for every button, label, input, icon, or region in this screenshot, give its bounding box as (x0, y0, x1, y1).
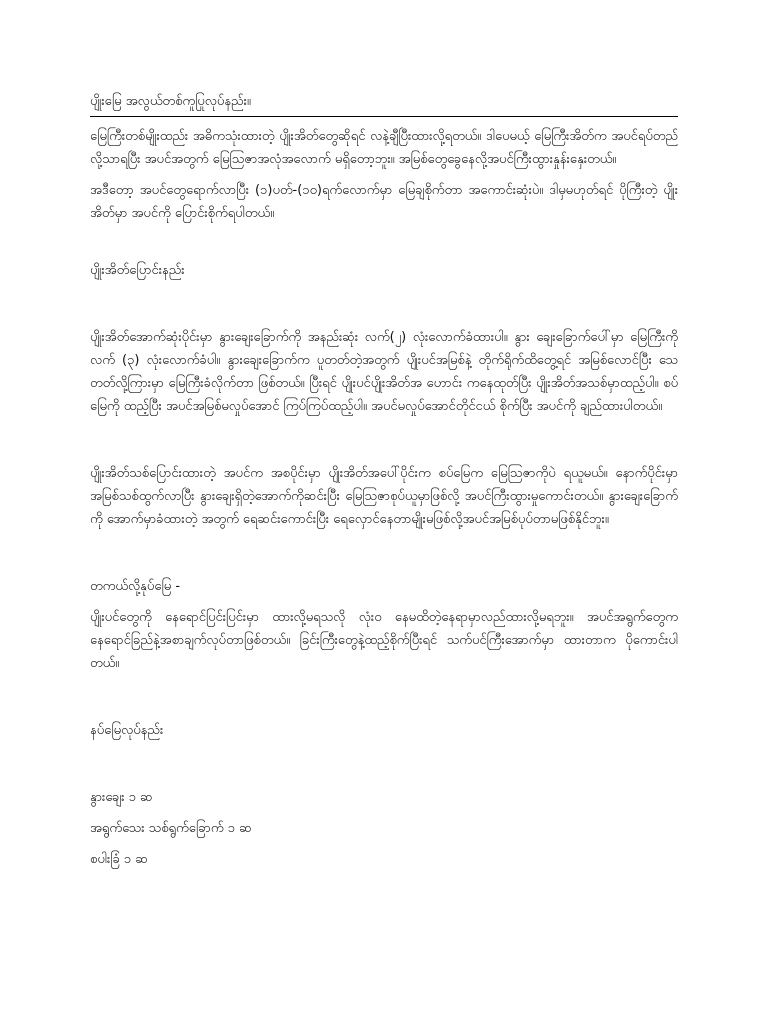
section-heading-transplant: ပျိုးအိတ်ပြောင်းနည်း (90, 263, 185, 278)
spacer (90, 225, 678, 259)
spacer (90, 742, 678, 786)
spacer (90, 840, 678, 848)
spacer (90, 809, 678, 817)
title-underline (90, 116, 678, 117)
document-title: ပျိုးမြေ အလွယ်တစ်ကူပြုလုပ်နည်း။ (90, 94, 251, 109)
ingredient-item: အရွက်သေး သစ်ရွက်ခြောက် ၁ ဆ (90, 821, 252, 836)
document-page (90, 92, 678, 871)
transplant-paragraph-2: ပျိုးအိတ်သစ်ပြောင်းထားတဲ့ အပင်က အစပိုင်းမှာ ပျိုးအိတ်အပေါ်ပိုင်းက စပ်မြေက မြေဩဇာကိုပဲ ရယူမယ်။ နောက်ပိုင်းမှာ အမြစ်သစ်ထွက်လာပြီး နွားချေးရှိတဲ့အောက်ကိုဆင်းပြီး မြေဩဇာစုပ်ယူမှာဖြစ်လို့ အပင်ကြီးထွားမှုကောင်းတယ်။ နွားချေးခြောက်ကို အောက်မှာခံထားတဲ့ အတွက် ရေဆင်းကောင်းပြီး ရေလှောင်နေတာမျိုးမဖြစ်လို့အပင်အမြစ်ပုပ်တာမဖြစ်နိုင်ဘူး။ (90, 466, 678, 527)
intro-paragraph-2: အဒီတော့ အပင်တွေရောက်လာပြီး (၁)ပတ်-(၁၀)ရက်လောက်မှာ မြေချစိုက်တာ အကောင်းဆုံးပဲ။ ဒါမှမဟုတ်ရင် ပိုကြီးတဲ့ ပျိုးအိတ်မှာ အပင်ကို ပြောင်းစိုက်ရပါတယ်။ (90, 183, 678, 221)
spacer (90, 531, 678, 575)
ingredient-item: စပါးခြံ ၁ ဆ (90, 852, 148, 867)
ingredient-item: နွားချေး ၁ ဆ (90, 790, 153, 805)
section-heading-soil-mix: နပ်မြေလုပ်နည်း (90, 723, 164, 738)
spacer (90, 675, 678, 719)
spacer (90, 282, 678, 326)
section-heading-sunlight: တကယ်လို့နုပ်မြေ - (90, 579, 181, 594)
spacer (90, 598, 678, 606)
sunlight-paragraph: ပျိုးပင်တွေကို နေရောင်ပြင်းပြင်းမှာ ထားလို့မရသလို လုံးဝ နေမထိတဲ့နေရာမှာလည်ထားလို့မရဘူး။ အပင်အရွက်တွေက နေရောင်ခြည်နဲ့အစာချက်လုပ်တာဖြစ်တယ်။ ခြင်းကြီးတွေနဲ့ထည့်စိုက်ပြီးရင် သက်ပင်ကြီးအောက်မှာ ထားတာက ပိုကောင်းပါတယ်။ (90, 610, 678, 671)
spacer (90, 171, 678, 179)
spacer (90, 418, 678, 462)
intro-paragraph-1: မြေကြီးတစ်မျိုးထည်း အဓိကသုံးထားတဲ့ ပျိုးအိတ်တွေဆိုရင် လနဲ့ချီပြီးထားလို့ရတယ်။ ဒါပေမယ့် မြေကြီးအိတ်က အပင်ရပ်တည်လို့သာရပြီး အပင်အတွက် မြေဩဇာအလုံအလောက် မရှိတော့ဘူး။ အမြစ်တွေခွေနေလို့အပင်ကြီးထွားနှုန်းနှေးတယ်။ (90, 129, 678, 167)
transplant-paragraph-1: ပျိုးအိတ်အောက်ဆုံးပိုင်းမှာ နွားချေးခြောက်ကို အနည်းဆုံး လက်(၂) လုံးလောက်ခံထားပါ။ နွား ချေးခြောက်ပေါ်မှာ မြေကြီးကို လက် (၃) လုံးလောက်ခံပါ။ နွားချေးခြောက်က ပူတတ်တဲ့အတွက် ပျိုးပင်အမြစ်နဲ့ တိုက်ရိုက်ထိတွေ့ရင် အမြစ်လောင်ပြီး သေတတ်လို့ကြားမှာ မြေကြီးခံလိုက်တာ ဖြစ်တယ်။ ပြီးရင် ပျိုးပင်ပျိုးအိတ်အ ဟောင်း ကနေထုတ်ပြီး ပျိုးအိတ်အသစ်မှာထည့်ပါ။ စပ်မြေကို ထည့်ပြီး အပင်အမြစ်မလှုပ်အောင် ကြပ်ကြပ်ထည့်ပါ။ အပင်မလှုပ်အောင်တိုင်ငယ် စိုက်ပြီး အပင်ကို ချည်ထားပါတယ်။ (90, 330, 678, 414)
